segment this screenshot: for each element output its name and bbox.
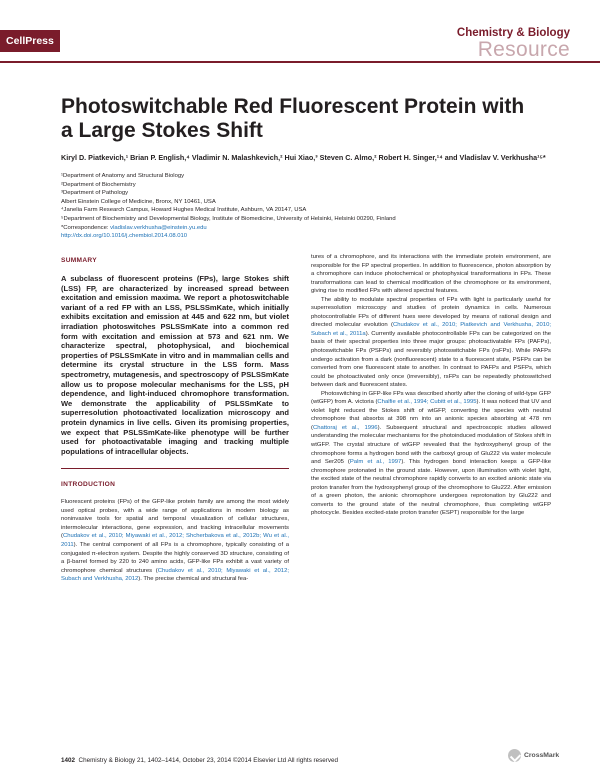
article-title: Photoswitchable Red Fluorescent Protein with a Large Stokes Shift (61, 95, 525, 142)
citation-link[interactable]: Chalfie et al., 1994; Cubitt et al., 1995 (377, 399, 477, 406)
affiliation: ²Department of Biochemistry (61, 181, 136, 188)
journal-name: Chemistry & Biology (456, 27, 570, 39)
summary-text: A subclass of fluorescent proteins (FPs), large Stokes shift (LSS) FP, are characterized by increased spread between excitation and emission maxima. We report a photoswitchable variant of a red FP with an LSS, PSLSSmKate, which initially exhibits excitation and emission at 445 and 622 nm, but violet irradiation photoswitches PSLSSmKate into a common red form with excitation and emission at 573 and 621 nm. We characterize spectral, photophysical, and biochemical properties of PSLSSmKate in vitro and in mammalian cells and determine its crystal structure in the LSS form. Mass spectrometry, mutagenesis, and spectroscopy of PSLSSmKate allow us to propose molecular mechanisms for the LSS, pH dependence, and light-induced chromophore transformation. We demonstrate the applicability of PSLSSmKate to superresolution photoactivated localization microscopy and protein dynamics in live cells. Given its promising properties, we expect that PSLSSmKate-like phenotype will be further used for photoactivatable imaging and tracking multiple populations of intracellular objects. (61, 274, 289, 456)
correspondence-label: *Correspondence: (61, 224, 109, 231)
citation-link[interactable]: Palm et al., 1997 (349, 459, 402, 466)
left-column (61, 257, 289, 584)
affiliation: ³Department of Pathology (61, 190, 129, 197)
introduction-paragraph: Fluorescent proteins (FPs) of the GFP-like protein family are among the most widely used optical probes, with a wide range of applications in modern biology as noninvasive tools for spatial and temporal visualization of cellular structures, intermolecular interactions, gene expression, and tracking intracellular movements (Chudakov et al., 2010; Miyawaki et al., 2012; Shcherbakova et al., 2012b; Wu et al., 2011). The central component of all FPs is a chromophore, typically consisting of a conjugated π-electron system. Despite the highly conserved 3D structure, consisting of a β-barrel formed by 220 to 240 amino acids, GFP-like FPs exhibit a vast variety of chromophore chemical structures (Chudakov et al., 2010; Miyawaki et al., 2012; Subach and Verkhusha, 2012). The precise chemical and structural fea- (61, 499, 289, 583)
page-number: 1402 (61, 757, 76, 764)
affiliation: ⁴Janelia Farm Research Campus, Howard Hughes Medical Institute, Ashburn, VA 20147, USA (61, 207, 307, 214)
doi-link[interactable]: http://dx.doi.org/10.1016/j.chembiol.2014.08.010 (61, 233, 188, 240)
citation-link[interactable]: Chudakov et al., 2010; Miyawaki et al., 2012; Subach and Verkhusha, 2012 (61, 567, 289, 583)
affiliation: ⁵Department of Biochemistry and Developmental Biology, Institute of Biomedicine, University of Helsinki, Helsinki 00290, Finland (61, 215, 396, 222)
body-paragraph: tures of a chromophore, and its interactions with the immediate protein environment, are responsible for the FP spectral properties. In addition to fluorescence, photon absorption by a chromophore can induce photochemical or photophysical transformations in FPs. These transformations can lead to chemical modification of the chromophore or its environment, giving rise to modified FPs with altered spectral features. (311, 254, 551, 295)
section-label: Resource (477, 38, 570, 61)
citation-link[interactable]: Chudakov et al., 2010; Miyawaki et al., 2012; Shcherbakova et al., 2012b; Wu et al., 2011 (61, 533, 289, 549)
summary-heading: SUMMARY (61, 257, 97, 264)
right-column (311, 253, 551, 518)
journal-citation: Chemistry & Biology 21, 1402–1414, October 23, 2014 ©2014 Elsevier Ltd All rights reserved (78, 757, 338, 764)
journal-header (0, 0, 600, 60)
summary-divider (61, 468, 289, 469)
body-paragraph: The ability to modulate spectral properties of FPs with light is particularly useful for superresolution microscopy and studies of protein dynamics in cells. Numerous photocontrollable FPs of different hues were developed by means of rational design and directed molecular evolution (Chudakov et al., 2010; Piatkevich and Verkhusha, 2010; Subach et al., 2011a). Currently available photocontrollable FPs can be categorized on the basis of their spectral properties into three major groups: photoactivatable FPs (PAFPs), photoswitchable FPs (PSFPs) and reversibly photoswitchable FPs (rsFPs). While PAFPs undergo activation from a dark (nonfluorescent) state to a fluorescent state, PSFPs can be converted from one fluorescent state to another. In contrast to PAFPs and PSFPs, which could be photoactivated only once (irreversibly), rsFPs can be repeatedly photoswitched between dark and fluorescent states. (311, 296, 551, 389)
crossmark-label: CrossMark (524, 752, 560, 759)
correspondence-email-link[interactable]: vladislav.verkhusha@einstein.yu.edu (110, 224, 207, 231)
page-footer (61, 757, 338, 764)
crossmark-icon (508, 749, 521, 762)
introduction-heading: INTRODUCTION (61, 481, 116, 489)
citation-link[interactable]: Chudakov et al., 2010; Piatkevich and Verkhusha, 2010; Subach et al., 2011a (311, 322, 551, 337)
crossmark-button[interactable] (508, 749, 559, 762)
affiliation: Albert Einstein College of Medicine, Bronx, NY 10461, USA (61, 198, 216, 205)
header-divider (0, 61, 600, 63)
correspondence (61, 224, 571, 233)
author-list: Kiryl D. Piatkevich,¹ Brian P. English,⁴ Vladimir N. Malashkevich,² Hui Xiao,³ Steven C. Almo,² Robert H. Singer,¹⁴ and Vladislav V. Verkhusha¹⁵* (61, 153, 546, 162)
affiliations (61, 172, 571, 241)
cellpress-logo[interactable]: CellPress (0, 30, 60, 52)
body-paragraph: Photoswitching in GFP-like FPs was described shortly after the cloning of wild-type GFP (wtGFP) from A. victoria (Chalfie et al., 1994; Cubitt et al., 1995). It was noticed that UV and violet light reduced the Stokes shift of wtGFP, converting the species with neutral chromophore that absorbs at 398 nm into an anionic species absorbing at 478 nm (Chattoraj et al., 1996). Subsequent structural and spectroscopic studies allowed understanding the molecular mechanisms for the photoinduced modulation of Stokes shift in wtGFP. The crystal structure of wtGFP revealed that the hydroxyphenyl group of the chromophore forms a hydrogen bond with the carboxyl group of Glu222 via water molecule and Ser205 (Palm et al., 1997). This hydrogen bond interaction keeps a GFP-like chromophore protonated in the ground state. However, upon illumination with violet light, the excited state of the neutral chromophore rapidly converts to an excited anionic state via proton transfer from the hydroxyphenyl group of the chromophore to Glu222. After emission of a green photon, the anionic chromophore undergoes reprotonation by Glu222 and converts to the ground state of the neutral chromophore, thus completing wtGFP photocycle. Besides excited-state proton transfer (ESPT) responsible for the large (311, 390, 551, 517)
citation-link[interactable]: Chattoraj et al., 1996 (312, 424, 378, 431)
affiliation: ¹Department of Anatomy and Structural Biology (61, 173, 185, 179)
